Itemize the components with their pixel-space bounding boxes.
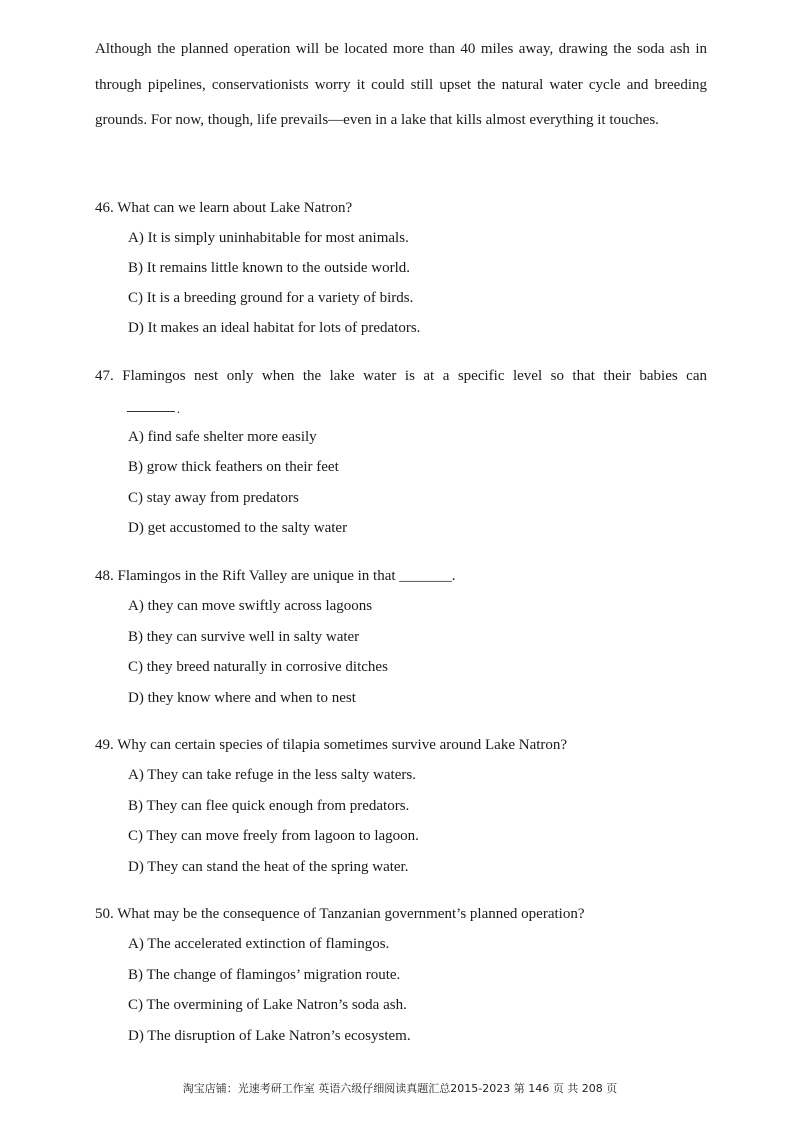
question-48-option-b: B) they can survive well in salty water [128,629,360,645]
question-48-option-a: A) they can move swiftly across lagoons [128,598,373,614]
passage-paragraph: Although the planned operation will be located more than 40 miles away, drawing the soda ash in through pipelines, conservationists worry it could still upset the natural water cycle and breeding grounds. For now, though, life prevails—even in a lake that kills almost everything it touches. [95,41,707,128]
question-47-option-a: A) find safe shelter more easily [128,429,317,445]
question-48-option-c: C) they breed naturally in corrosive ditches [128,659,388,675]
question-49-stem: 49. Why can certain species of tilapia sometimes survive around Lake Natron? [95,737,568,753]
question-50-stem: 50. What may be the consequence of Tanzanian government’s planned operation? [95,906,585,922]
question-49-option-b: B) They can flee quick enough from predators. [128,798,410,814]
question-50-option-a: A) The accelerated extinction of flamingos. [128,936,390,952]
question-46-option-a: A) It is simply uninhabitable for most animals. [128,230,409,246]
question-49-option-d: D) They can stand the heat of the spring water. [128,859,409,875]
page-footer: 淘宝店铺：光速考研工作室 英语六级仔细阅读真题汇总2015-2023 第 146 页 共 208 页 [182,1082,618,1095]
question-46-option-b: B) It remains little known to the outside world. [128,260,411,276]
question-49-option-c: C) They can move freely from lagoon to lagoon. [128,828,419,844]
question-47-answer-blank: . [127,398,175,412]
question-47-option-b: B) grow thick feathers on their feet [128,459,339,475]
question-50-option-c: C) The overmining of Lake Natron’s soda ash. [128,997,407,1013]
question-48-option-d: D) they know where and when to nest [128,690,356,706]
question-46-stem: 46. What can we learn about Lake Natron? [95,200,353,216]
question-47-stem: 47. Flamingos nest only when the lake water is at a specific level so that their babies can [95,368,707,384]
question-46-option-c: C) It is a breeding ground for a variety of birds. [128,290,414,306]
question-47-option-c: C) stay away from predators [128,490,299,506]
question-46-option-d: D) It makes an ideal habitat for lots of predators. [128,320,421,336]
question-50-option-b: B) The change of flamingos’ migration route. [128,967,401,983]
question-50-option-d: D) The disruption of Lake Natron’s ecosystem. [128,1028,411,1044]
question-48-stem: 48. Flamingos in the Rift Valley are unique in that _______. [95,568,456,584]
question-49-option-a: A) They can take refuge in the less salty waters. [128,767,416,783]
question-47-option-d: D) get accustomed to the salty water [128,520,348,536]
